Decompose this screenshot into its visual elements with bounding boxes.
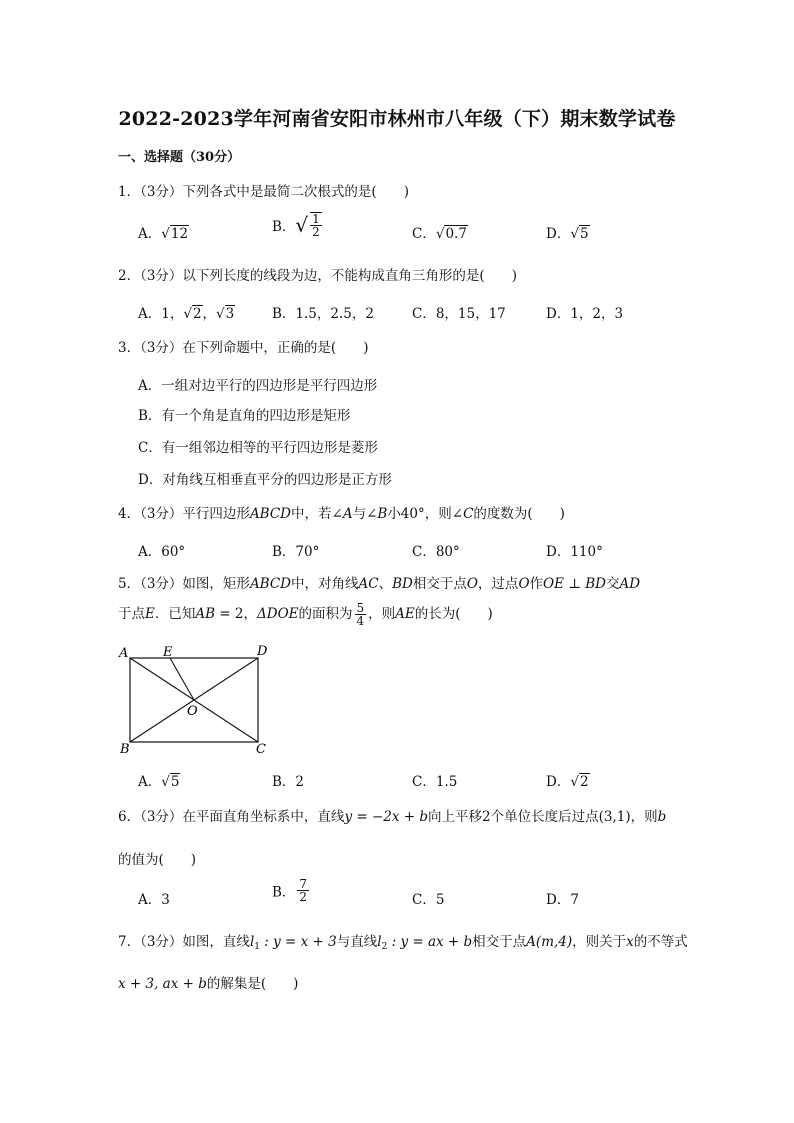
radicand: 5 — [579, 226, 589, 242]
text: 中，若∠ — [291, 506, 343, 522]
option-label: B． — [272, 884, 296, 901]
text: ，则 — [630, 809, 658, 825]
segment-oe — [170, 658, 194, 700]
text: 的长为( ) — [414, 606, 493, 622]
math-expression: x + 3, ax + b — [118, 976, 207, 992]
sqrt: √2 — [570, 774, 589, 790]
denominator: 2 — [299, 890, 308, 904]
radicand: 2 — [192, 306, 202, 322]
text: 7．（3分）如图，直线 — [118, 934, 250, 950]
text: 向上平移2个单位长度后过点 — [428, 809, 599, 825]
question-4-stem — [118, 502, 565, 522]
text: 、 — [378, 576, 393, 592]
text: 交 — [605, 576, 620, 592]
math-var: ΔDOE — [257, 606, 299, 622]
fraction — [355, 602, 367, 627]
option-label: D． — [546, 226, 571, 242]
q1-option-b: B．√ $\frac{1}{2}$ — [272, 212, 320, 239]
text: 的解集是( ) — [206, 976, 299, 992]
fraction — [297, 878, 309, 903]
sqrt: √5 — [161, 774, 180, 790]
math-var: AC — [358, 576, 379, 592]
math-var: BD — [392, 576, 413, 592]
question-1-stem: 1．（3分）下列各式中是最简二次根式的是( ) — [118, 184, 409, 200]
q6-option-c: C．5 — [412, 892, 445, 908]
numerator: 5 — [356, 601, 365, 615]
math-point: A(m,4) — [526, 934, 573, 950]
q5-option-b: B．2 — [272, 774, 305, 790]
text: ，则 — [368, 606, 396, 622]
sqrt: √0.7 — [435, 226, 467, 242]
math-var: A — [342, 506, 353, 522]
text: 5．（3分）如图，矩形 — [118, 576, 250, 592]
label-e: E — [163, 645, 173, 660]
option-label: A． — [138, 226, 162, 242]
math-var: b — [657, 809, 667, 825]
math-var: AE — [395, 606, 415, 622]
math-var: C — [463, 506, 474, 522]
question-7-line1 — [118, 930, 688, 952]
math-var: BD — [585, 576, 606, 592]
label-c: C — [256, 742, 266, 757]
question-6-line1 — [118, 805, 666, 825]
numerator: 1 — [312, 212, 320, 226]
q5-option-d — [546, 770, 590, 790]
math-var: O — [518, 576, 530, 592]
question-2-stem: 2．（3分）以下列长度的线段为边，不能构成直角三角形的是( ) — [118, 268, 517, 284]
q2-option-b: B．1.5，2.5，2 — [272, 306, 374, 322]
text: 的度数为( ) — [473, 506, 565, 522]
math-var: AB — [195, 606, 216, 622]
math-expression: y = −2x + b — [344, 809, 429, 825]
q4-option-b: B．70° — [272, 544, 320, 560]
perp-symbol: ⊥ — [563, 576, 586, 592]
text: 与∠ — [352, 506, 378, 522]
text: = 2， — [215, 606, 258, 622]
q6-option-b — [272, 878, 311, 903]
option-label: C． — [412, 226, 436, 242]
q3-option-a: A．一组对边平行的四边形是平行四边形 — [138, 378, 378, 394]
math-var: O — [466, 576, 478, 592]
denominator: 2 — [312, 225, 320, 239]
text: 于点 — [118, 606, 145, 622]
math-point: (3,1) — [598, 809, 631, 825]
q3-option-b: B．有一个角是直角的四边形是矩形 — [138, 408, 351, 424]
question-3-stem: 3．（3分）在下列命题中，正确的是( ) — [118, 340, 369, 356]
text: 4．（3分）平行四边形 — [118, 506, 250, 522]
text: ，则关于 — [572, 934, 627, 950]
subscript: 1 — [254, 942, 260, 952]
page-title: 2022-2023学年河南省安阳市林州市八年级（下）期末数学试卷 — [118, 108, 676, 130]
text: 的不等式 — [633, 934, 688, 950]
q2-option-d: D．1，2，3 — [546, 306, 624, 322]
subscript: 2 — [381, 942, 388, 952]
q4-option-c: C．80° — [412, 544, 460, 560]
math-expression: : y = ax + b — [387, 934, 473, 950]
q3-option-d: D．对角线互相垂直平分的四边形是正方形 — [138, 472, 392, 488]
numerator: 7 — [299, 877, 308, 891]
q2-option-c: C．8，15，17 — [412, 306, 506, 322]
label-b: B — [120, 742, 130, 757]
q1-option-a — [138, 222, 189, 242]
text: 与直线 — [336, 934, 378, 950]
text: 小40°，则∠ — [387, 506, 464, 522]
math-var: l — [377, 934, 382, 950]
denominator: 4 — [356, 614, 365, 628]
label-d: D — [257, 644, 268, 659]
radicand: 2 — [579, 774, 589, 790]
sqrt: √5 — [570, 226, 589, 242]
section-heading: 一、选择题（30分） — [118, 150, 241, 165]
text: 相交于点 — [472, 934, 527, 950]
option-label: A．1， — [138, 306, 184, 322]
question-5-line1 — [118, 572, 640, 592]
radicand: 0.7 — [445, 226, 467, 242]
q2-option-a — [138, 302, 235, 322]
option-label: A． — [138, 774, 162, 790]
q1-option-c — [412, 222, 468, 242]
math-var: E — [145, 606, 155, 622]
math-var: ABCD — [249, 576, 292, 592]
q5-option-a — [138, 770, 180, 790]
math-var: x — [626, 934, 634, 950]
q5-option-c: C．1.5 — [412, 774, 458, 790]
text: ，过点 — [477, 576, 519, 592]
q6-option-d: D．7 — [546, 892, 579, 908]
q1-option-d — [546, 222, 590, 242]
math-var: l — [249, 934, 255, 950]
separator: ， — [202, 306, 217, 322]
radicand: 5 — [170, 774, 180, 790]
sqrt: √3 — [216, 306, 235, 322]
label-o: O — [187, 704, 198, 719]
text: 中，对角线 — [291, 576, 359, 592]
label-a: A — [119, 646, 129, 661]
q3-option-c: C．有一组邻边相等的平行四边形是菱形 — [138, 440, 378, 456]
rectangle-figure — [112, 640, 282, 760]
fraction — [310, 212, 322, 238]
radicand: 12 — [170, 226, 189, 242]
question-6-line2: 的值为( ) — [118, 852, 197, 868]
text: ．已知 — [154, 606, 196, 622]
q4-option-a: A．60° — [138, 544, 186, 560]
text: 相交于点 — [412, 576, 467, 592]
radicand: 3 — [225, 306, 235, 322]
math-var: AD — [619, 576, 641, 592]
q6-option-a: A．3 — [138, 892, 170, 908]
option-label: B． — [272, 219, 296, 235]
math-expression: : y = x + 3 — [260, 934, 337, 950]
math-var: OE — [543, 576, 564, 592]
math-var: B — [377, 506, 388, 522]
q4-option-d: D．110° — [546, 544, 603, 560]
question-7-line2 — [118, 972, 298, 992]
math-var: ABCD — [249, 506, 292, 522]
sqrt: √2 — [183, 306, 202, 322]
sqrt: √12 — [161, 226, 189, 242]
option-label: D． — [546, 774, 571, 790]
text: 6．（3分）在平面直角坐标系中，直线 — [118, 809, 345, 825]
question-5-line2 — [118, 602, 493, 627]
text: 作 — [529, 576, 544, 592]
text: 的面积为 — [298, 606, 353, 622]
